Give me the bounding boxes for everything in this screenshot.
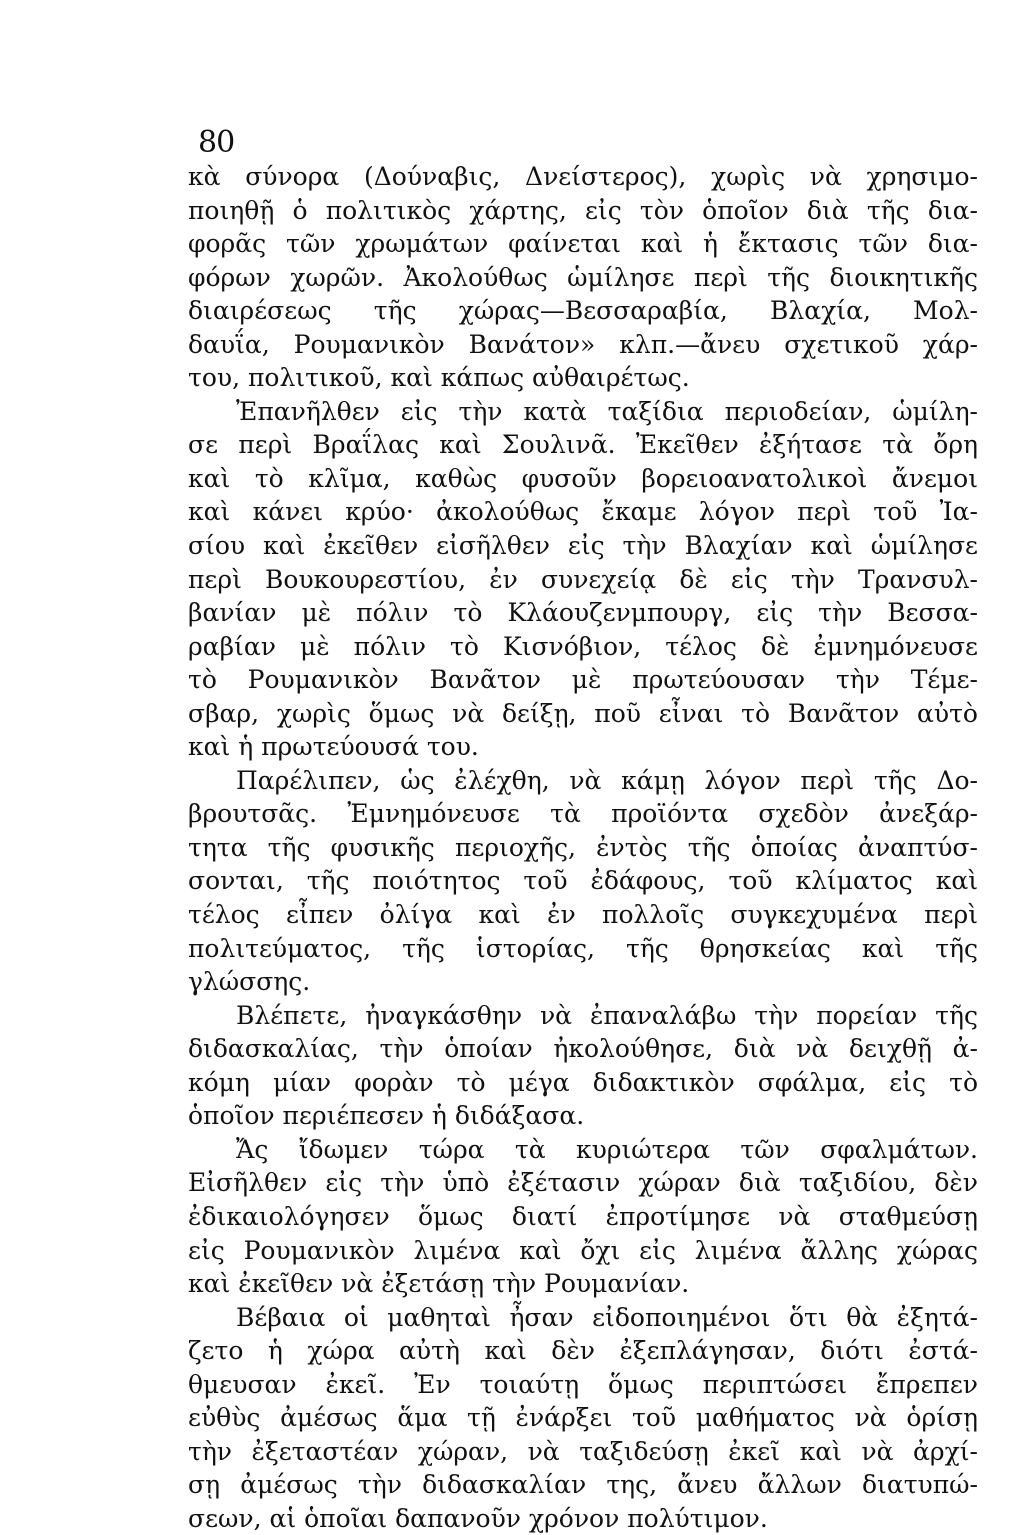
text-line: γλώσσης. (188, 967, 311, 997)
text-line: κὰ σύνορα (Δούναβις, Δνείστερος), χωρὶς νὰ χρησιμο- (188, 162, 978, 191)
text-line: ποιηθῇ ὁ πολιτικὸς χάρτης, εἰς τὸν ὁποῖον διὰ τῆς δια- (188, 195, 978, 225)
text-line: βρουτσᾶς. Ἐμνημόνευσε τὰ προϊόντα σχεδὸν ἀνεξάρ- (188, 799, 978, 829)
text-line: διδασκαλίας, τὴν ὁποίαν ἠκολούθησε, διὰ νὰ δειχθῇ ἀ- (188, 1034, 978, 1064)
text-line: Ἄς ἴδωμεν τώρα τὰ κυριώτερα τῶν σφαλμάτων. (236, 1134, 978, 1164)
text-line: Βέβαια οἱ μαθηταὶ ἦσαν εἰδοποιημένοι ὅτι θὰ ἐξητά- (236, 1302, 978, 1332)
text-line: τητα τῆς φυσικῆς περιοχῆς, ἐντὸς τῆς ὁποίας ἀναπτύσ- (188, 832, 978, 862)
text-line: του, πολιτικοῦ, καὶ κάπως αὐθαιρέτως. (188, 363, 690, 393)
page-number: 80 (198, 125, 235, 160)
text-line: Ἐπανῆλθεν εἰς τὴν κατὰ ταξίδια περιοδείαν, ὡμίλη- (236, 396, 978, 426)
text-line: ραβίαν μὲ πόλιν τὸ Κισνόβιον, τέλος δὲ ἐμνημόνευσε (188, 631, 978, 661)
body-text (188, 160, 978, 1535)
text-line: καὶ τὸ κλῖμα, καθὼς φυσοῦν βορειοανατολικοὶ ἄνεμοι (188, 463, 978, 493)
text-line: πολιτεύματος, τῆς ἱστορίας, τῆς θρησκείας καὶ τῆς (188, 933, 978, 963)
text-line: Εἰσῆλθεν εἰς τὴν ὑπὸ ἐξέτασιν χώραν διὰ ταξιδίου, δὲν (188, 1168, 978, 1198)
text-line: διαιρέσεως τῆς χώρας—Βεσσαραβία, Βλαχία, Μολ- (188, 296, 978, 326)
text-line: δαυΐα, Ρουμανικὸν Βανάτον» κλπ.—ἄνευ σχετικοῦ χάρ- (188, 329, 978, 359)
text-line: σβαρ, χωρὶς ὅμως νὰ δείξῃ, ποῦ εἶναι τὸ Βανᾶτον αὐτὸ (188, 698, 978, 728)
text-line: φορᾶς τῶν χρωμάτων φαίνεται καὶ ἡ ἔκτασις τῶν δια- (188, 229, 978, 259)
text-line: εὐθὺς ἀμέσως ἅμα τῇ ἐνάρξει τοῦ μαθήματος νὰ ὁρίσῃ (188, 1403, 978, 1433)
text-line: σίου καὶ ἐκεῖθεν εἰσῆλθεν εἰς τὴν Βλαχίαν καὶ ὡμίλησε (188, 531, 978, 561)
text-line: κόμη μίαν φορὰν τὸ μέγα διδακτικὸν σφάλμα, εἰς τὸ (188, 1067, 978, 1097)
text-line: σῃ ἀμέσως τὴν διδασκαλίαν της, ἄνευ ἄλλων διατυπώ- (188, 1470, 978, 1500)
text-line: σε περὶ Βραΐλας καὶ Σουλινᾶ. Ἐκεῖθεν ἐξήτασε τὰ ὄρη (188, 430, 978, 460)
text-line: εἰς Ρουμανικὸν λιμένα καὶ ὄχι εἰς λιμένα ἄλλης χώρας (188, 1235, 978, 1265)
text-line: τὴν ἐξεταστέαν χώραν, νὰ ταξιδεύσῃ ἐκεῖ καὶ νὰ ἀρχί- (188, 1436, 978, 1466)
text-line: θμευσαν ἐκεῖ. Ἐν τοιαύτῃ ὅμως περιπτώσει ἔπρεπεν (188, 1369, 978, 1399)
text-line: ζετο ἡ χώρα αὐτὴ καὶ δὲν ἐξεπλάγησαν, διότι ἐστά- (188, 1336, 978, 1366)
text-line: καὶ ἐκεῖθεν νὰ ἐξετάσῃ τὴν Ρουμανίαν. (188, 1269, 690, 1299)
text-line: τὸ Ρουμανικὸν Βανᾶτον μὲ πρωτεύουσαν τὴν Τέμε- (188, 665, 978, 695)
text-line: καὶ ἡ πρωτεύουσά του. (188, 732, 479, 762)
text-line: τέλος εἶπεν ὀλίγα καὶ ἐν πολλοῖς συγκεχυμένα περὶ (188, 900, 978, 930)
text-line: Βλέπετε, ἠναγκάσθην νὰ ἐπαναλάβω τὴν πορείαν τῆς (236, 1000, 978, 1030)
text-line: βανίαν μὲ πόλιν τὸ Κλάουζενμπουργ, εἰς τὴν Βεσσα- (188, 598, 978, 628)
text-line: ἐδικαιολόγησεν ὅμως διατί ἐπροτίμησε νὰ σταθμεύσῃ (188, 1201, 978, 1231)
text-line: σεων, αἱ ὁποῖαι δαπανοῦν χρόνον πολύτιμον. (188, 1503, 768, 1533)
text-line: ὁποῖον περιέπεσεν ἡ διδάξασα. (188, 1101, 585, 1131)
text-line: καὶ κάνει κρύο· ἀκολούθως ἔκαμε λόγον περὶ τοῦ Ἰα- (188, 497, 978, 527)
text-line: σονται, τῆς ποιότητος τοῦ ἐδάφους, τοῦ κλίματος καὶ (188, 866, 978, 896)
text-line: φόρων χωρῶν. Ἀκολούθως ὡμίλησε περὶ τῆς διοικητικῆς (188, 262, 978, 292)
text-line: περὶ Βουκουρεστίου, ἐν συνεχείᾳ δὲ εἰς τὴν Τρανσυλ- (188, 564, 978, 594)
text-line: Παρέλιπεν, ὡς ἐλέχθη, νὰ κάμῃ λόγον περὶ τῆς Δο- (236, 765, 978, 795)
